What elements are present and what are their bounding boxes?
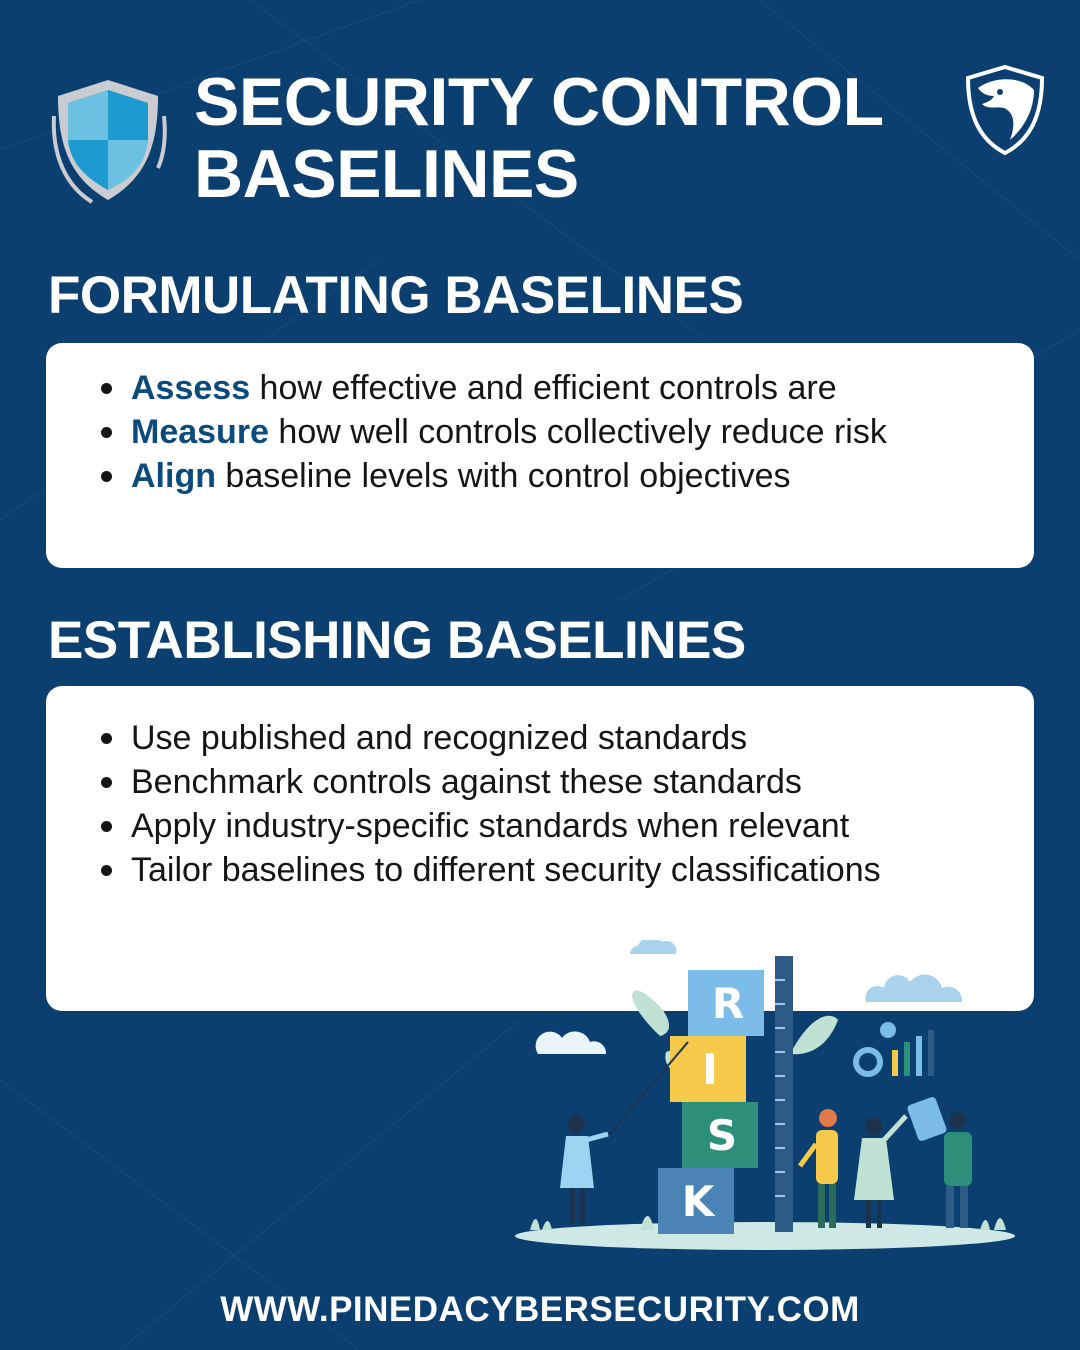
risk-letter: R — [711, 979, 745, 1028]
website-url[interactable]: WWW.PINEDACYBERSECURITY.COM — [220, 1290, 860, 1329]
list-item — [131, 366, 1013, 410]
title-line-2: BASELINES — [194, 136, 579, 212]
establishing-heading: ESTABLISHING BASELINES — [48, 611, 746, 670]
list-item-text: baseline levels with control objectives — [215, 457, 791, 495]
list-item: Apply industry-specific standards when relevant — [131, 804, 1013, 848]
shield-icon — [46, 76, 170, 204]
list-item — [131, 410, 1013, 454]
eagle-logo-icon — [964, 64, 1046, 156]
risk-assessment-illustration — [510, 940, 1020, 1260]
list-item: Tailor baselines to different security classifications — [131, 848, 1013, 892]
title-line-1: SECURITY CONTROL — [194, 64, 884, 140]
list-item-keyword: Assess — [131, 369, 251, 407]
list-item-text: how effective and efficient controls are — [250, 369, 837, 407]
page-title — [194, 66, 954, 210]
risk-letter: I — [702, 1045, 718, 1094]
risk-letter: K — [681, 1177, 715, 1226]
list-item-keyword: Align — [131, 457, 216, 495]
formulating-list — [46, 366, 1034, 498]
formulating-card — [46, 343, 1034, 568]
risk-letter: S — [706, 1111, 738, 1160]
establishing-list — [46, 716, 1034, 892]
list-item: Benchmark controls against these standards — [131, 760, 1013, 804]
formulating-heading: FORMULATING BASELINES — [48, 266, 744, 325]
list-item — [131, 454, 1013, 498]
list-item: Use published and recognized standards — [131, 716, 1013, 760]
list-item-text: how well controls collectively reduce risk — [268, 413, 887, 451]
list-item-keyword: Measure — [131, 413, 269, 451]
